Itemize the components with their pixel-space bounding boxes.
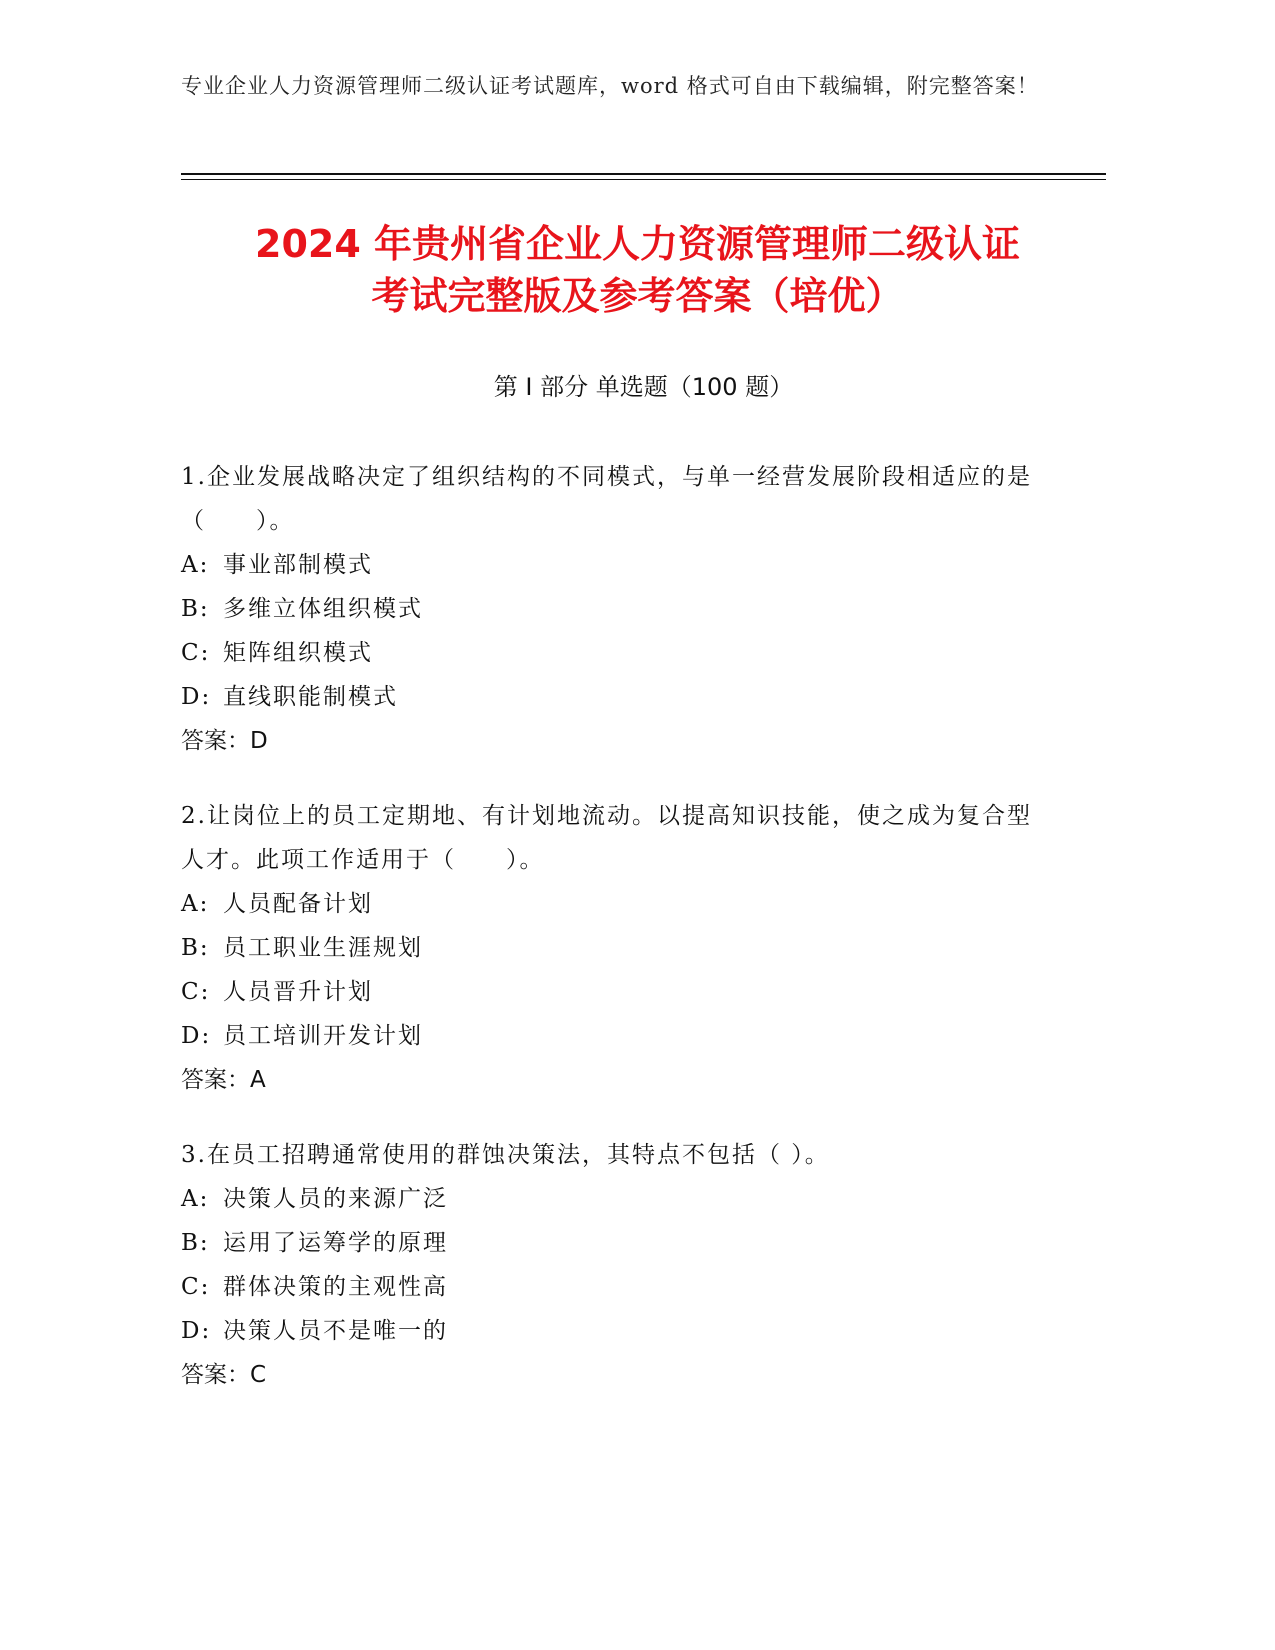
option-text: 人员晋升计划 xyxy=(223,979,373,1005)
option-text: 决策人员不是唯一的 xyxy=(223,1318,448,1344)
option-letter: B: xyxy=(181,1230,210,1256)
option-a xyxy=(181,882,1041,926)
option-text: 决策人员的来源广泛 xyxy=(223,1186,448,1212)
option-text: 运用了运筹学的原理 xyxy=(223,1230,448,1256)
section-heading: 第 I 部分 单选题（100 题） xyxy=(493,373,794,401)
option-text: 事业部制模式 xyxy=(223,552,373,578)
option-b xyxy=(181,587,1041,631)
header-note: 专业企业人力资源管理师二级认证考试题库，word 格式可自由下载编辑，附完整答案！ xyxy=(181,74,1039,98)
question-2 xyxy=(181,794,1041,1102)
title-line-1: 2024 年贵州省企业人力资源管理师二级认证 xyxy=(255,222,1020,266)
header-divider-thick xyxy=(181,173,1106,175)
answer: 答案：D xyxy=(181,728,268,754)
option-d xyxy=(181,1014,1041,1058)
option-a xyxy=(181,543,1041,587)
option-letter: B: xyxy=(181,935,210,961)
question-3 xyxy=(181,1133,1041,1397)
option-text: 员工职业生涯规划 xyxy=(223,935,423,961)
option-a xyxy=(181,1177,1041,1221)
option-letter: C: xyxy=(181,979,211,1005)
option-letter: A: xyxy=(181,552,210,578)
option-text: 员工培训开发计划 xyxy=(223,1023,423,1049)
option-c xyxy=(181,1265,1041,1309)
answer: 答案：C xyxy=(181,1362,267,1388)
option-text: 直线职能制模式 xyxy=(223,684,398,710)
option-text: 矩阵组织模式 xyxy=(223,640,373,666)
question-1 xyxy=(181,455,1041,763)
option-letter: A: xyxy=(181,891,210,917)
option-letter: D: xyxy=(181,1023,212,1049)
question-text: 2.让岗位上的员工定期地、有计划地流动。以提高知识技能，使之成为复合型人才。此项工作适用于（ ）。 xyxy=(181,803,1032,873)
title-line-2: 考试完整版及参考答案（培优） xyxy=(371,274,904,318)
option-b xyxy=(181,1221,1041,1265)
option-letter: D: xyxy=(181,684,212,710)
option-letter: B: xyxy=(181,596,210,622)
option-c xyxy=(181,631,1041,675)
question-text: 1.企业发展战略决定了组织结构的不同模式，与单一经营发展阶段相适应的是（ ）。 xyxy=(181,464,1032,534)
option-c xyxy=(181,970,1041,1014)
option-text: 群体决策的主观性高 xyxy=(223,1274,448,1300)
header-divider-thin xyxy=(181,179,1106,180)
answer: 答案：A xyxy=(181,1067,266,1093)
option-letter: C: xyxy=(181,1274,211,1300)
question-text: 3.在员工招聘通常使用的群蚀决策法，其特点不包括（ ）。 xyxy=(181,1142,830,1168)
option-text: 人员配备计划 xyxy=(223,891,373,917)
option-letter: C: xyxy=(181,640,211,666)
option-text: 多维立体组织模式 xyxy=(223,596,423,622)
document-title xyxy=(150,218,1125,322)
option-d xyxy=(181,1309,1041,1353)
option-letter: D: xyxy=(181,1318,212,1344)
option-d xyxy=(181,675,1041,719)
option-letter: A: xyxy=(181,1186,210,1212)
option-b xyxy=(181,926,1041,970)
question-list xyxy=(181,455,1041,1428)
